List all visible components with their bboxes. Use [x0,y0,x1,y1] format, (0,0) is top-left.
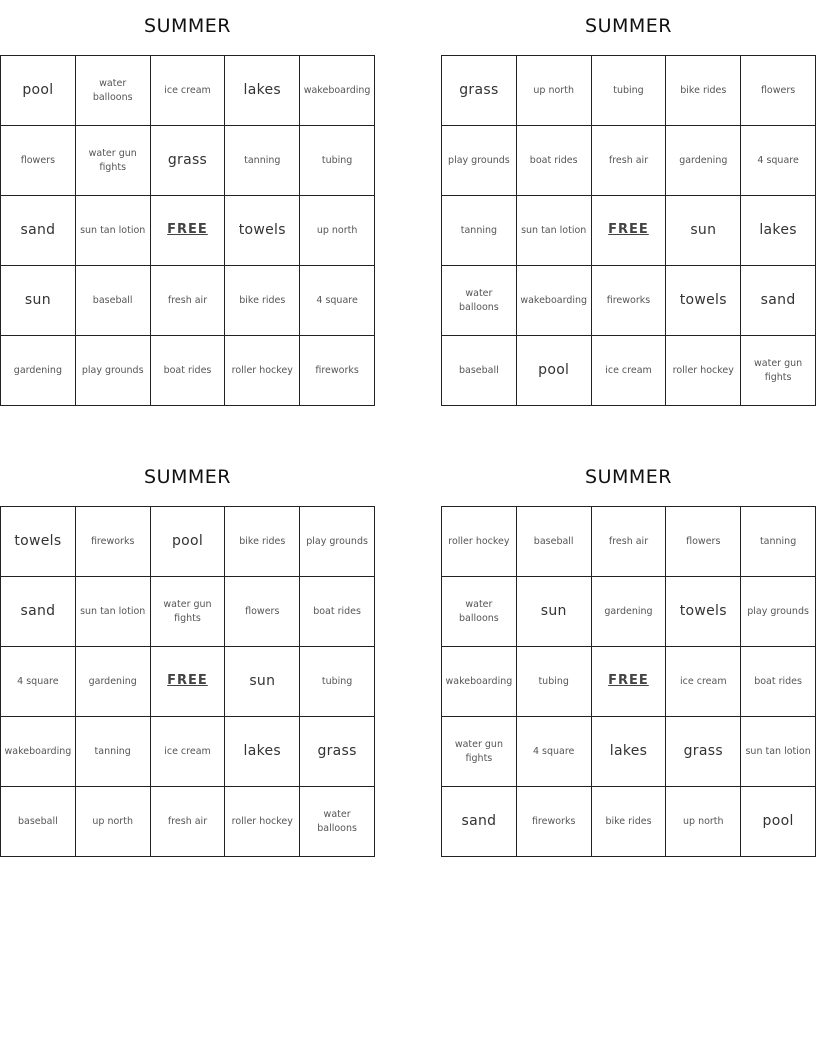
bingo-cell: up north [300,196,375,266]
bingo-cell: wakeboarding [517,266,592,336]
bingo-cell: gardening [592,577,667,647]
bingo-cell: wakeboarding [300,56,375,126]
bingo-cell: boat rides [517,126,592,196]
bingo-cell: lakes [225,56,300,126]
bingo-cell: water gun fights [442,717,517,787]
bingo-cell: baseball [517,507,592,577]
bingo-cell: sand [741,266,816,336]
bingo-cell: tubing [517,647,592,717]
bingo-cell: sun [225,647,300,717]
bingo-cell: pool [1,56,76,126]
card-title: SUMMER [144,15,231,37]
bingo-cell: flowers [666,507,741,577]
free-space: FREE [151,647,226,717]
free-space: FREE [592,196,667,266]
bingo-cell: water balloons [76,56,151,126]
bingo-cell: roller hockey [442,507,517,577]
bingo-cell: tubing [300,126,375,196]
bingo-cell: pool [741,787,816,857]
bingo-cell: wakeboarding [1,717,76,787]
bingo-cell: gardening [76,647,151,717]
bingo-cell: 4 square [741,126,816,196]
bingo-cell: water balloons [442,577,517,647]
bingo-cell: baseball [442,336,517,406]
card-title: SUMMER [585,466,672,488]
bingo-cell: sun tan lotion [76,196,151,266]
bingo-cell: sun [517,577,592,647]
bingo-cell: flowers [1,126,76,196]
bingo-cell: 4 square [300,266,375,336]
bingo-cell: roller hockey [225,336,300,406]
bingo-cell: 4 square [1,647,76,717]
bingo-cell: boat rides [151,336,226,406]
bingo-cell: lakes [592,717,667,787]
bingo-cell: fresh air [151,787,226,857]
bingo-cell: tanning [225,126,300,196]
bingo-cell: sun tan lotion [741,717,816,787]
bingo-cell: lakes [225,717,300,787]
bingo-cell: play grounds [741,577,816,647]
bingo-cell: baseball [1,787,76,857]
bingo-cell: tubing [592,56,667,126]
bingo-cell: fireworks [300,336,375,406]
bingo-cell: sun [666,196,741,266]
bingo-cell: grass [151,126,226,196]
bingo-grid [441,55,816,406]
bingo-cell: water gun fights [151,577,226,647]
bingo-cell: play grounds [76,336,151,406]
bingo-cell: fireworks [517,787,592,857]
bingo-cell: bike rides [666,56,741,126]
bingo-cell: grass [442,56,517,126]
bingo-cell: lakes [741,196,816,266]
bingo-cell: flowers [741,56,816,126]
bingo-cell: towels [666,266,741,336]
bingo-cell: sand [442,787,517,857]
bingo-grid [0,55,375,406]
bingo-grid [0,506,375,857]
bingo-cell: up north [517,56,592,126]
bingo-cell: grass [300,717,375,787]
bingo-cell: tanning [76,717,151,787]
bingo-cell: boat rides [300,577,375,647]
bingo-cell: sun [1,266,76,336]
bingo-cell: sun tan lotion [517,196,592,266]
bingo-cell: ice cream [151,56,226,126]
bingo-cell: play grounds [442,126,517,196]
bingo-cell: fresh air [592,126,667,196]
free-space: FREE [592,647,667,717]
bingo-cell: up north [76,787,151,857]
bingo-cell: fireworks [76,507,151,577]
free-space: FREE [151,196,226,266]
bingo-cell: pool [517,336,592,406]
bingo-cell: tanning [741,507,816,577]
bingo-cell: towels [225,196,300,266]
bingo-cell: sand [1,577,76,647]
bingo-cell: water balloons [442,266,517,336]
bingo-cell: up north [666,787,741,857]
bingo-cell: sand [1,196,76,266]
bingo-cell: fresh air [592,507,667,577]
bingo-cell: sun tan lotion [76,577,151,647]
card-title: SUMMER [144,466,231,488]
bingo-grid [441,506,816,857]
bingo-cell: ice cream [666,647,741,717]
bingo-cell: boat rides [741,647,816,717]
bingo-cell: bike rides [225,507,300,577]
bingo-cell: tanning [442,196,517,266]
bingo-cell: fresh air [151,266,226,336]
bingo-cell: water balloons [300,787,375,857]
bingo-cell: towels [666,577,741,647]
card-title: SUMMER [585,15,672,37]
bingo-cell: gardening [666,126,741,196]
bingo-cell: baseball [76,266,151,336]
bingo-cell: ice cream [151,717,226,787]
bingo-cell: wakeboarding [442,647,517,717]
bingo-cell: grass [666,717,741,787]
bingo-cell: play grounds [300,507,375,577]
bingo-cell: pool [151,507,226,577]
bingo-cell: bike rides [225,266,300,336]
bingo-cell: 4 square [517,717,592,787]
bingo-cell: gardening [1,336,76,406]
bingo-cell: roller hockey [225,787,300,857]
bingo-cell: water gun fights [76,126,151,196]
bingo-cell: water gun fights [741,336,816,406]
bingo-cell: tubing [300,647,375,717]
bingo-cell: bike rides [592,787,667,857]
bingo-cell: flowers [225,577,300,647]
bingo-cell: fireworks [592,266,667,336]
bingo-cell: ice cream [592,336,667,406]
bingo-cell: towels [1,507,76,577]
bingo-cell: roller hockey [666,336,741,406]
